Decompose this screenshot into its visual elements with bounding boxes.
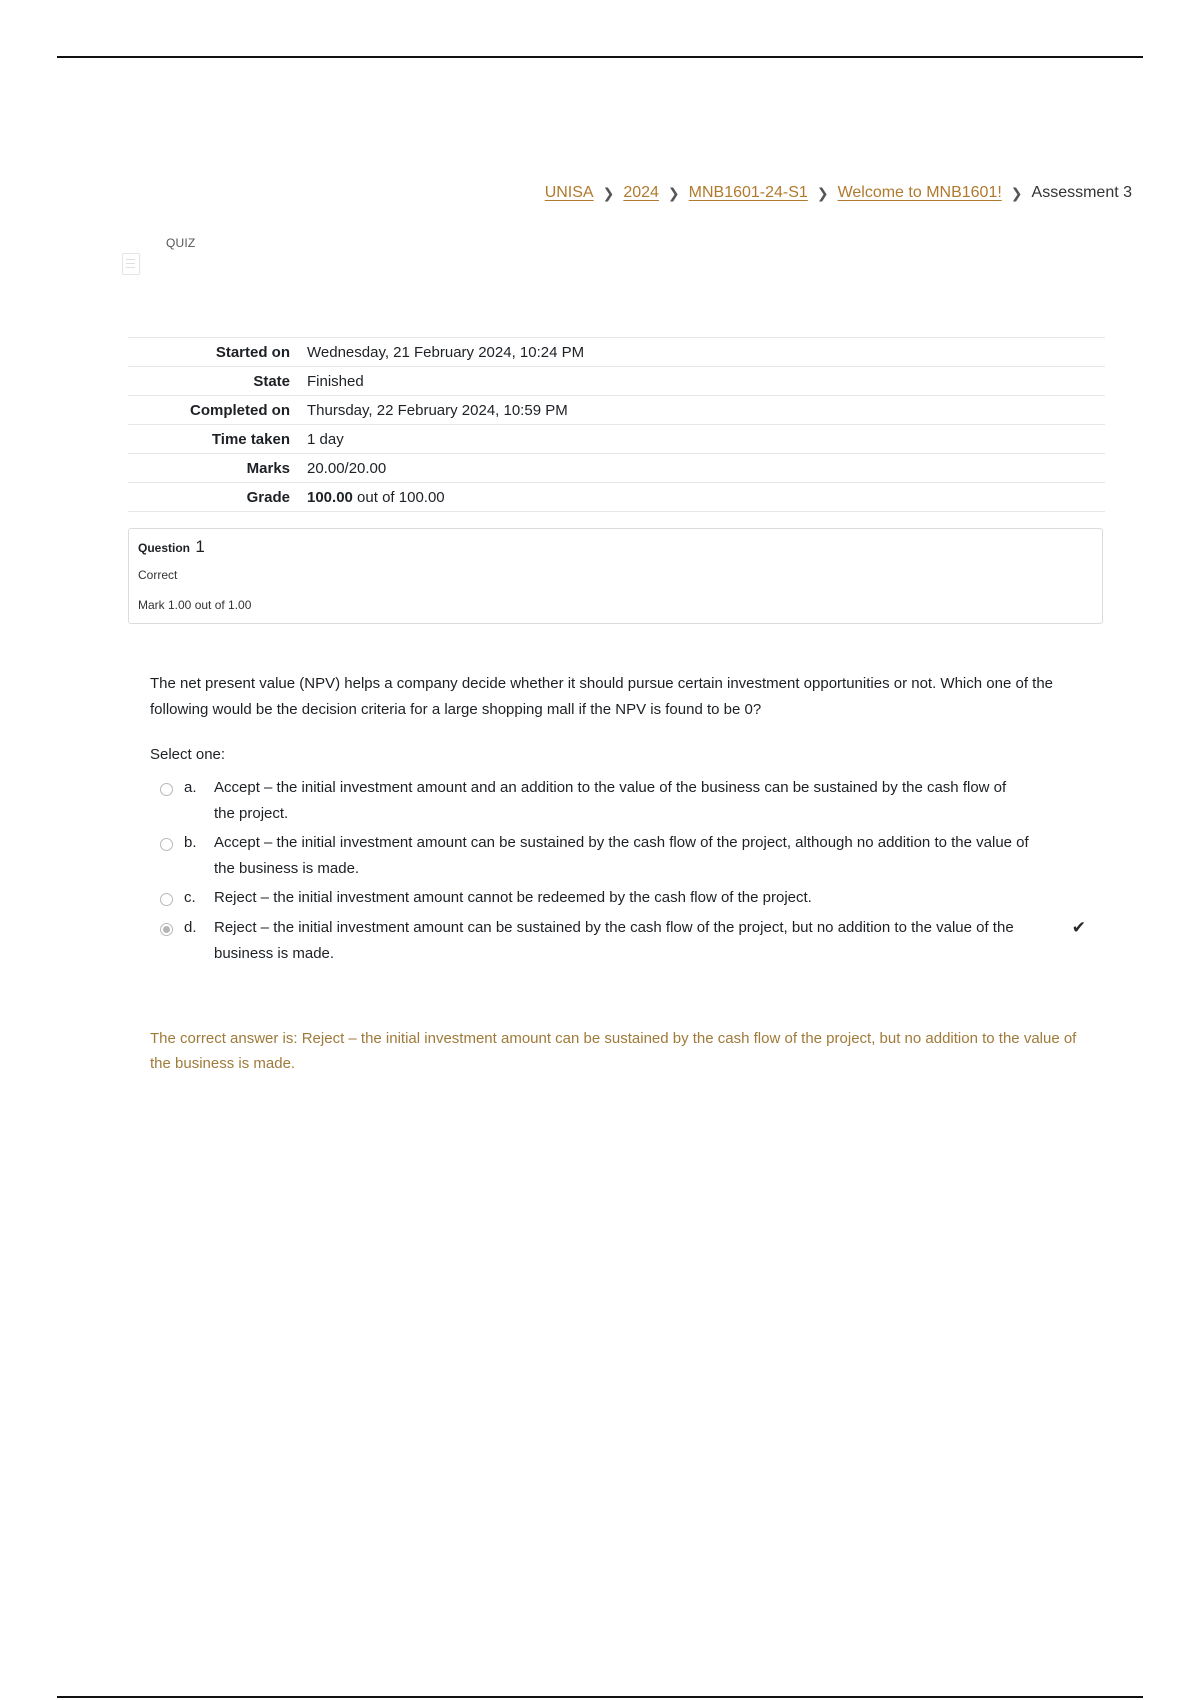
answer-text: Reject – the initial investment amount cannot be redeemed by the cash flow of the project. [214,889,812,906]
answer-letter: d. [184,919,197,936]
question-mark: Mark 1.00 out of 1.00 [138,598,252,612]
summary-value: Finished [307,373,364,390]
top-divider [57,56,1143,58]
radio-button[interactable] [160,893,173,906]
answer-letter: a. [184,779,197,796]
summary-label: Started on [215,344,290,361]
answer-option-a[interactable] [150,775,1090,827]
chevron-right-icon: ❯ [667,184,680,201]
question-text: The net present value (NPV) helps a company decide whether it should pursue certain investment opportunities or not. Which one of the following would be the decision criteria for a large shopping mall if the NPV is found to be 0? [150,675,1054,718]
summary-label: Grade [246,489,290,506]
quiz-summary-table [128,337,1105,512]
summary-label: Marks [246,460,290,477]
answer-text: Reject – the initial investment amount can be sustained by the cash flow of the project, but no addition to the value of the business is made. [214,919,1014,962]
checkmark-icon: ✔ [1071,918,1086,937]
quiz-icon [122,253,140,275]
breadcrumb-current: Assessment 3 [1031,184,1132,201]
chevron-right-icon: ❯ [816,184,829,201]
grade-suffix: out of 100.00 [352,489,445,506]
summary-label: Time taken [211,431,290,448]
chevron-right-icon: ❯ [602,184,615,201]
summary-label: State [253,373,290,390]
table-row [128,483,1105,512]
breadcrumb [545,184,1132,202]
answer-options [150,775,1090,967]
chevron-right-icon: ❯ [1010,184,1023,201]
answer-option-b[interactable] [150,830,1090,882]
answer-text: Accept – the initial investment amount and an addition to the value of the business can be sustained by the cash flow of the project. [214,779,1007,822]
correct-answer-feedback: The correct answer is: Reject – the initial investment amount can be sustained by the cash flow of the project, but no addition to the value of the business is made. [150,1030,1077,1072]
activity-type-label: QUIZ [166,236,196,250]
breadcrumb-link-section[interactable]: Welcome to MNB1601! [837,184,1002,201]
answer-option-d[interactable] [150,915,1090,967]
answer-option-c[interactable] [150,885,1090,911]
summary-label: Completed on [190,402,290,419]
breadcrumb-link-unisa[interactable]: UNISA [544,184,594,201]
table-row [128,367,1105,396]
summary-value: 20.00/20.00 [307,460,387,477]
radio-button[interactable] [160,783,173,796]
radio-button[interactable] [160,838,173,851]
question-label: Question [138,541,191,555]
summary-value: 1 day [307,431,344,448]
grade-score: 100.00 [307,489,353,506]
select-prompt: Select one: [150,746,226,763]
bottom-divider [57,1696,1143,1698]
breadcrumb-link-course[interactable]: MNB1601-24-S1 [688,184,808,201]
question-state: Correct [138,568,178,582]
answer-letter: b. [184,834,197,851]
breadcrumb-link-year[interactable]: 2024 [623,184,659,201]
radio-button-selected[interactable] [160,923,173,936]
table-row [128,338,1105,367]
table-row [128,454,1105,483]
question-info-box [128,528,1103,624]
answer-letter: c. [184,889,196,906]
question-number-value: 1 [195,537,205,556]
summary-value [298,483,1105,512]
answer-text: Accept – the initial investment amount can be sustained by the cash flow of the project, although no addition to the value of the business is made. [214,834,1029,877]
table-row [128,396,1105,425]
question-number [138,537,205,557]
summary-value: Thursday, 22 February 2024, 10:59 PM [307,402,568,419]
table-row [128,425,1105,454]
summary-value: Wednesday, 21 February 2024, 10:24 PM [307,344,585,361]
